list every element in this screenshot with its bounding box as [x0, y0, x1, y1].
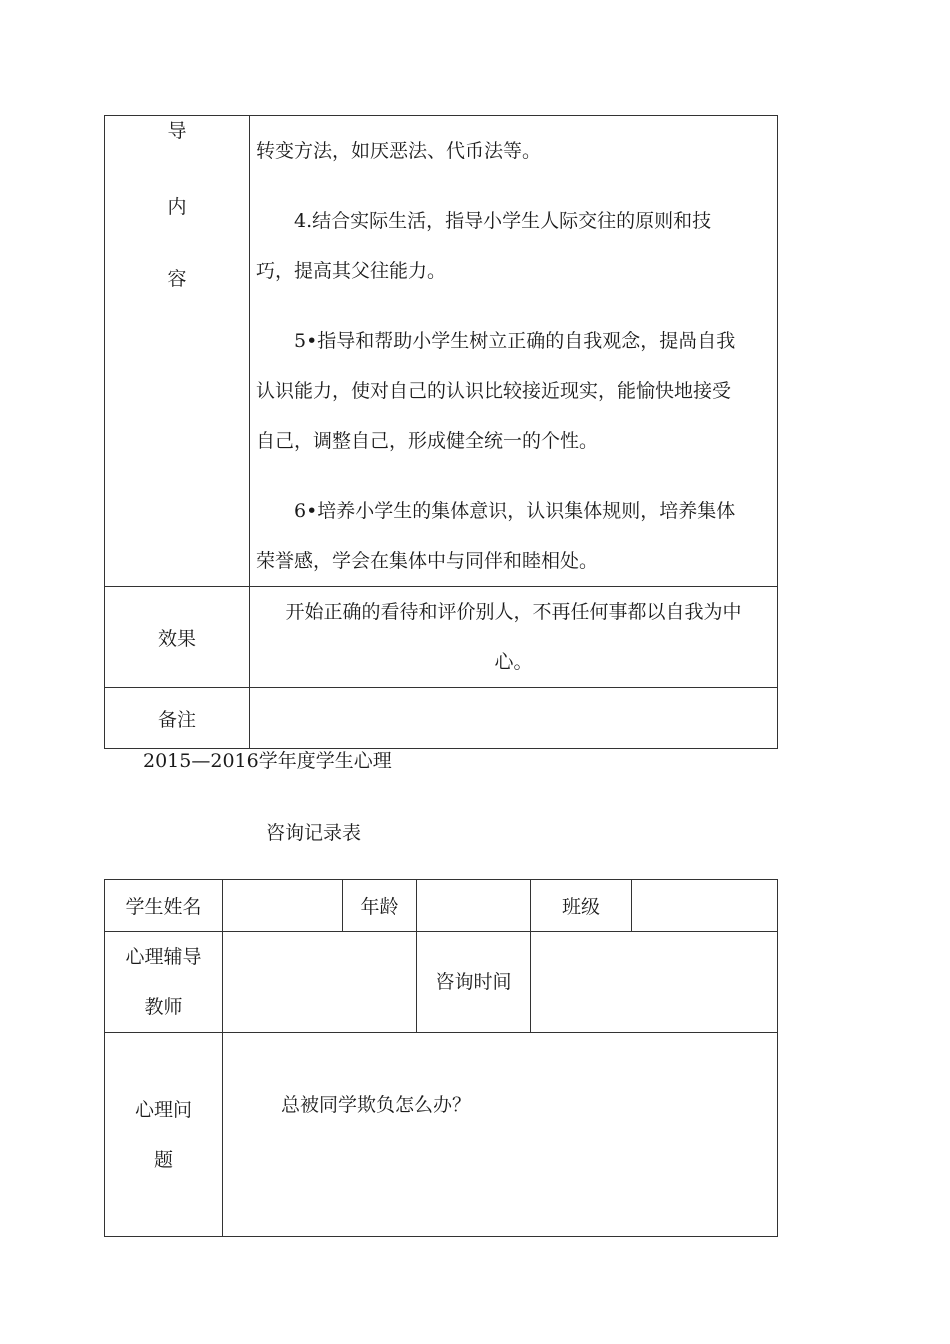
problem-label	[105, 1033, 223, 1237]
teacher-label-line: 心理辅导	[125, 946, 202, 968]
content-line: 荣誉感，学会在集体中与同伴和睦相处。	[256, 550, 599, 572]
effect-line: 开始正确的看待和评价别人，不再任何事都以自我为中	[285, 601, 742, 623]
age-label: 年龄	[343, 880, 417, 932]
student-name-value	[223, 880, 343, 932]
guidance-content	[250, 116, 778, 587]
teacher-label-line: 教师	[144, 996, 183, 1018]
label-char: 内	[167, 196, 187, 218]
document-title-line2: 咨询记录表	[266, 822, 362, 844]
effect-line: 心。	[494, 651, 533, 673]
class-label: 班级	[531, 880, 632, 932]
guidance-table	[104, 115, 778, 749]
content-line: 自己，调整自己，形成健全统一的个性。	[256, 430, 599, 452]
consult-time-label: 咨询时间	[417, 932, 531, 1033]
age-value	[417, 880, 531, 932]
content-line: 认识能力，使对自己的认识比较接近现实，能愉快地接受	[256, 380, 732, 402]
remark-label: 备注	[105, 688, 250, 749]
consultation-record-table	[104, 879, 778, 1237]
consult-time-value	[531, 932, 778, 1033]
effect-label: 效果	[105, 587, 250, 688]
label-char: 容	[167, 268, 187, 290]
label-char: 导	[167, 120, 187, 142]
document-title-line1: 2015—2016学年度学生心理	[143, 750, 392, 772]
problem-label-line: 题	[153, 1148, 173, 1171]
effect-text	[250, 587, 778, 688]
content-line: 6•培养小学生的集体意识，认识集体规则，培养集体	[294, 500, 736, 522]
content-line: 转变方法，如厌恶法、代币法等。	[256, 140, 542, 162]
content-line: 4.结合实际生活，指导小学生人际交往的原则和技	[294, 210, 712, 232]
problem-text: 总被同学欺负怎么办？	[223, 1033, 778, 1237]
remark-cell	[250, 688, 778, 749]
student-name-label: 学生姓名	[105, 880, 223, 932]
class-value	[632, 880, 778, 932]
content-line: 5•指导和帮助小学生树立正确的自我观念，提咼自我	[294, 330, 736, 352]
teacher-label	[105, 932, 223, 1033]
teacher-value	[223, 932, 417, 1033]
problem-label-line: 心理问	[134, 1098, 192, 1121]
guidance-content-label	[105, 116, 250, 587]
content-line: 巧，提高其父往能力。	[256, 260, 447, 282]
